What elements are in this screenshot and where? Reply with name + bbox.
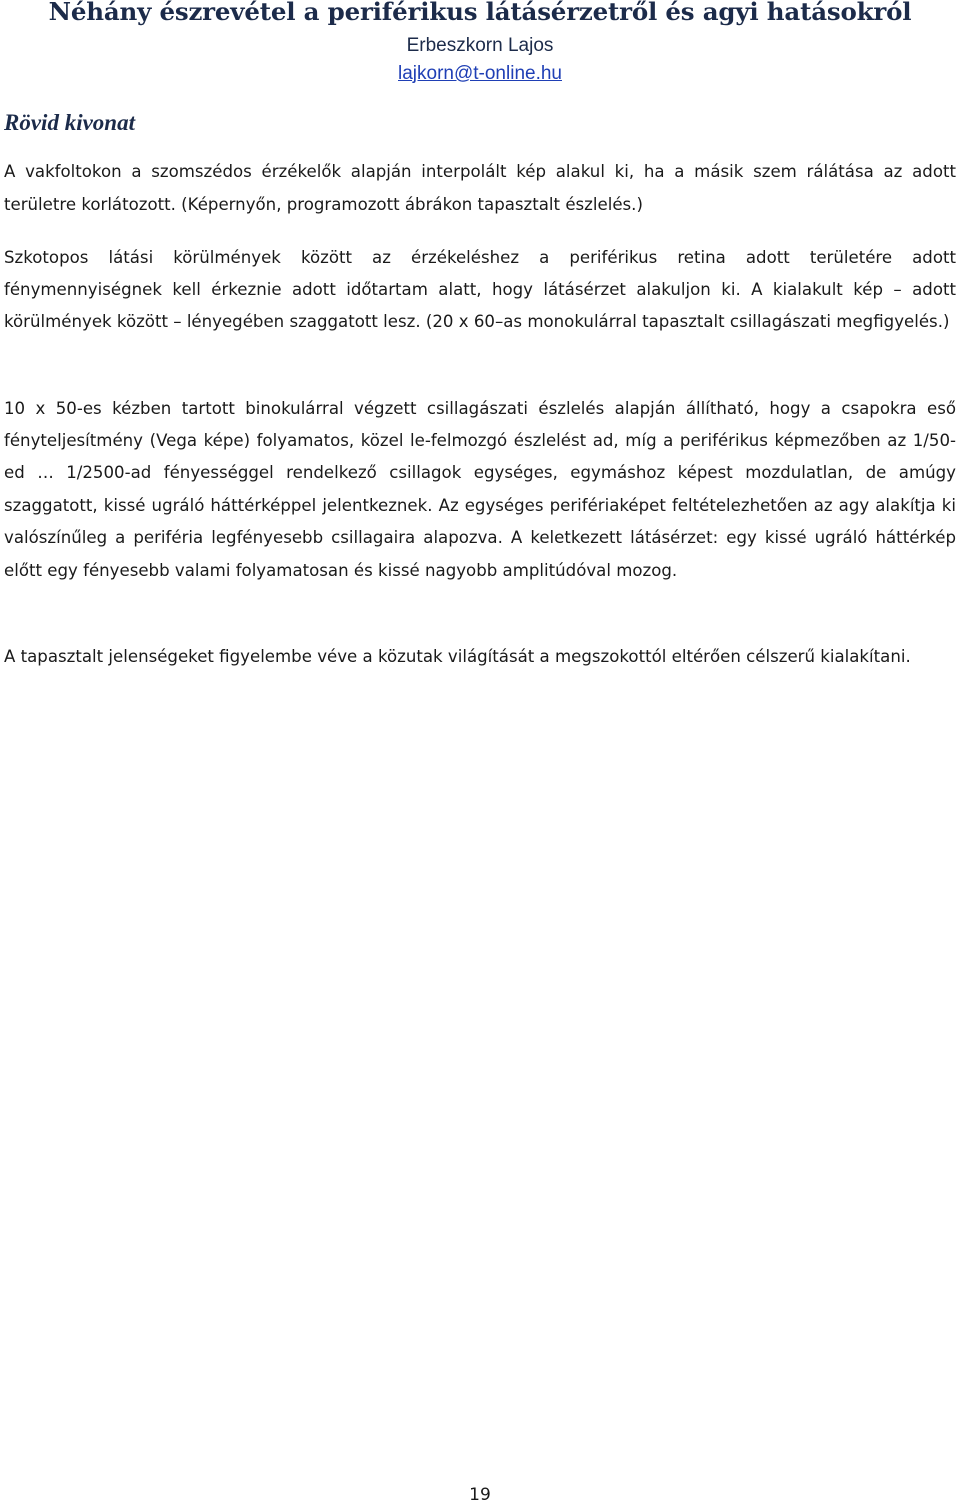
paragraph: 10 x 50-es kézben tartott binokulárral végzett csillagászati észlelés alapján állítható, hogy a csapokra eső fényteljesítmény (Vega képe) folyamatos, közel le-felmozgó észlelést ad, míg a periférikus képmezőben az 1/50-ed … 1/2500-ad fényességgel rendelkező csillagok egységes, egymáshoz képest mozdulatlan, de amúgy szaggatott, kissé ugráló háttérképpel jelentkeznek. Az egységes perifériaképet feltételezhetően az agy alakítja ki valószínűleg a periféria legfényesebb csillagaira alapozva. A keletkezett látásérzet: egy kissé ugráló háttérkép előtt egy fényesebb valami folyamatosan és kissé nagyobb amplitúdóval mozog. [4,398,956,580]
paragraph: A vakfoltokon a szomszédos érzékelők alapján interpolált kép alakul ki, ha a másik szem rálátása az adott területre korlátozott. (Képernyőn, programozott ábrákon tapasztalt észlelés.) [4,161,956,214]
author-email [0,63,960,85]
author-name: Erbeszkorn Lajos [406,35,554,56]
email-link[interactable]: lajkorn@t-online.hu [398,63,562,84]
document-title: Néhány észrevétel a periférikus látásérzetről és agyi hatásokról [48,0,912,26]
abstract-heading: Rövid kivonat [4,110,135,135]
paragraph: Szkotopos látási körülmények között az érzékeléshez a periférikus retina adott területére adott fénymennyiségnek kell érkeznie adott időtartam alatt, hogy látásérzet alakuljon ki. A kialakult kép – adott körülmények között – lényegében szaggatott lesz. (20 x 60–as monokulárral tapasztalt csillagászati megfigyelés.) [4,247,956,332]
page-number: 19 [469,1485,491,1505]
paragraph: A tapasztalt jelenségeket figyelembe véve a közutak világítását a megszokottól eltérően célszerű kialakítani. [4,646,911,666]
